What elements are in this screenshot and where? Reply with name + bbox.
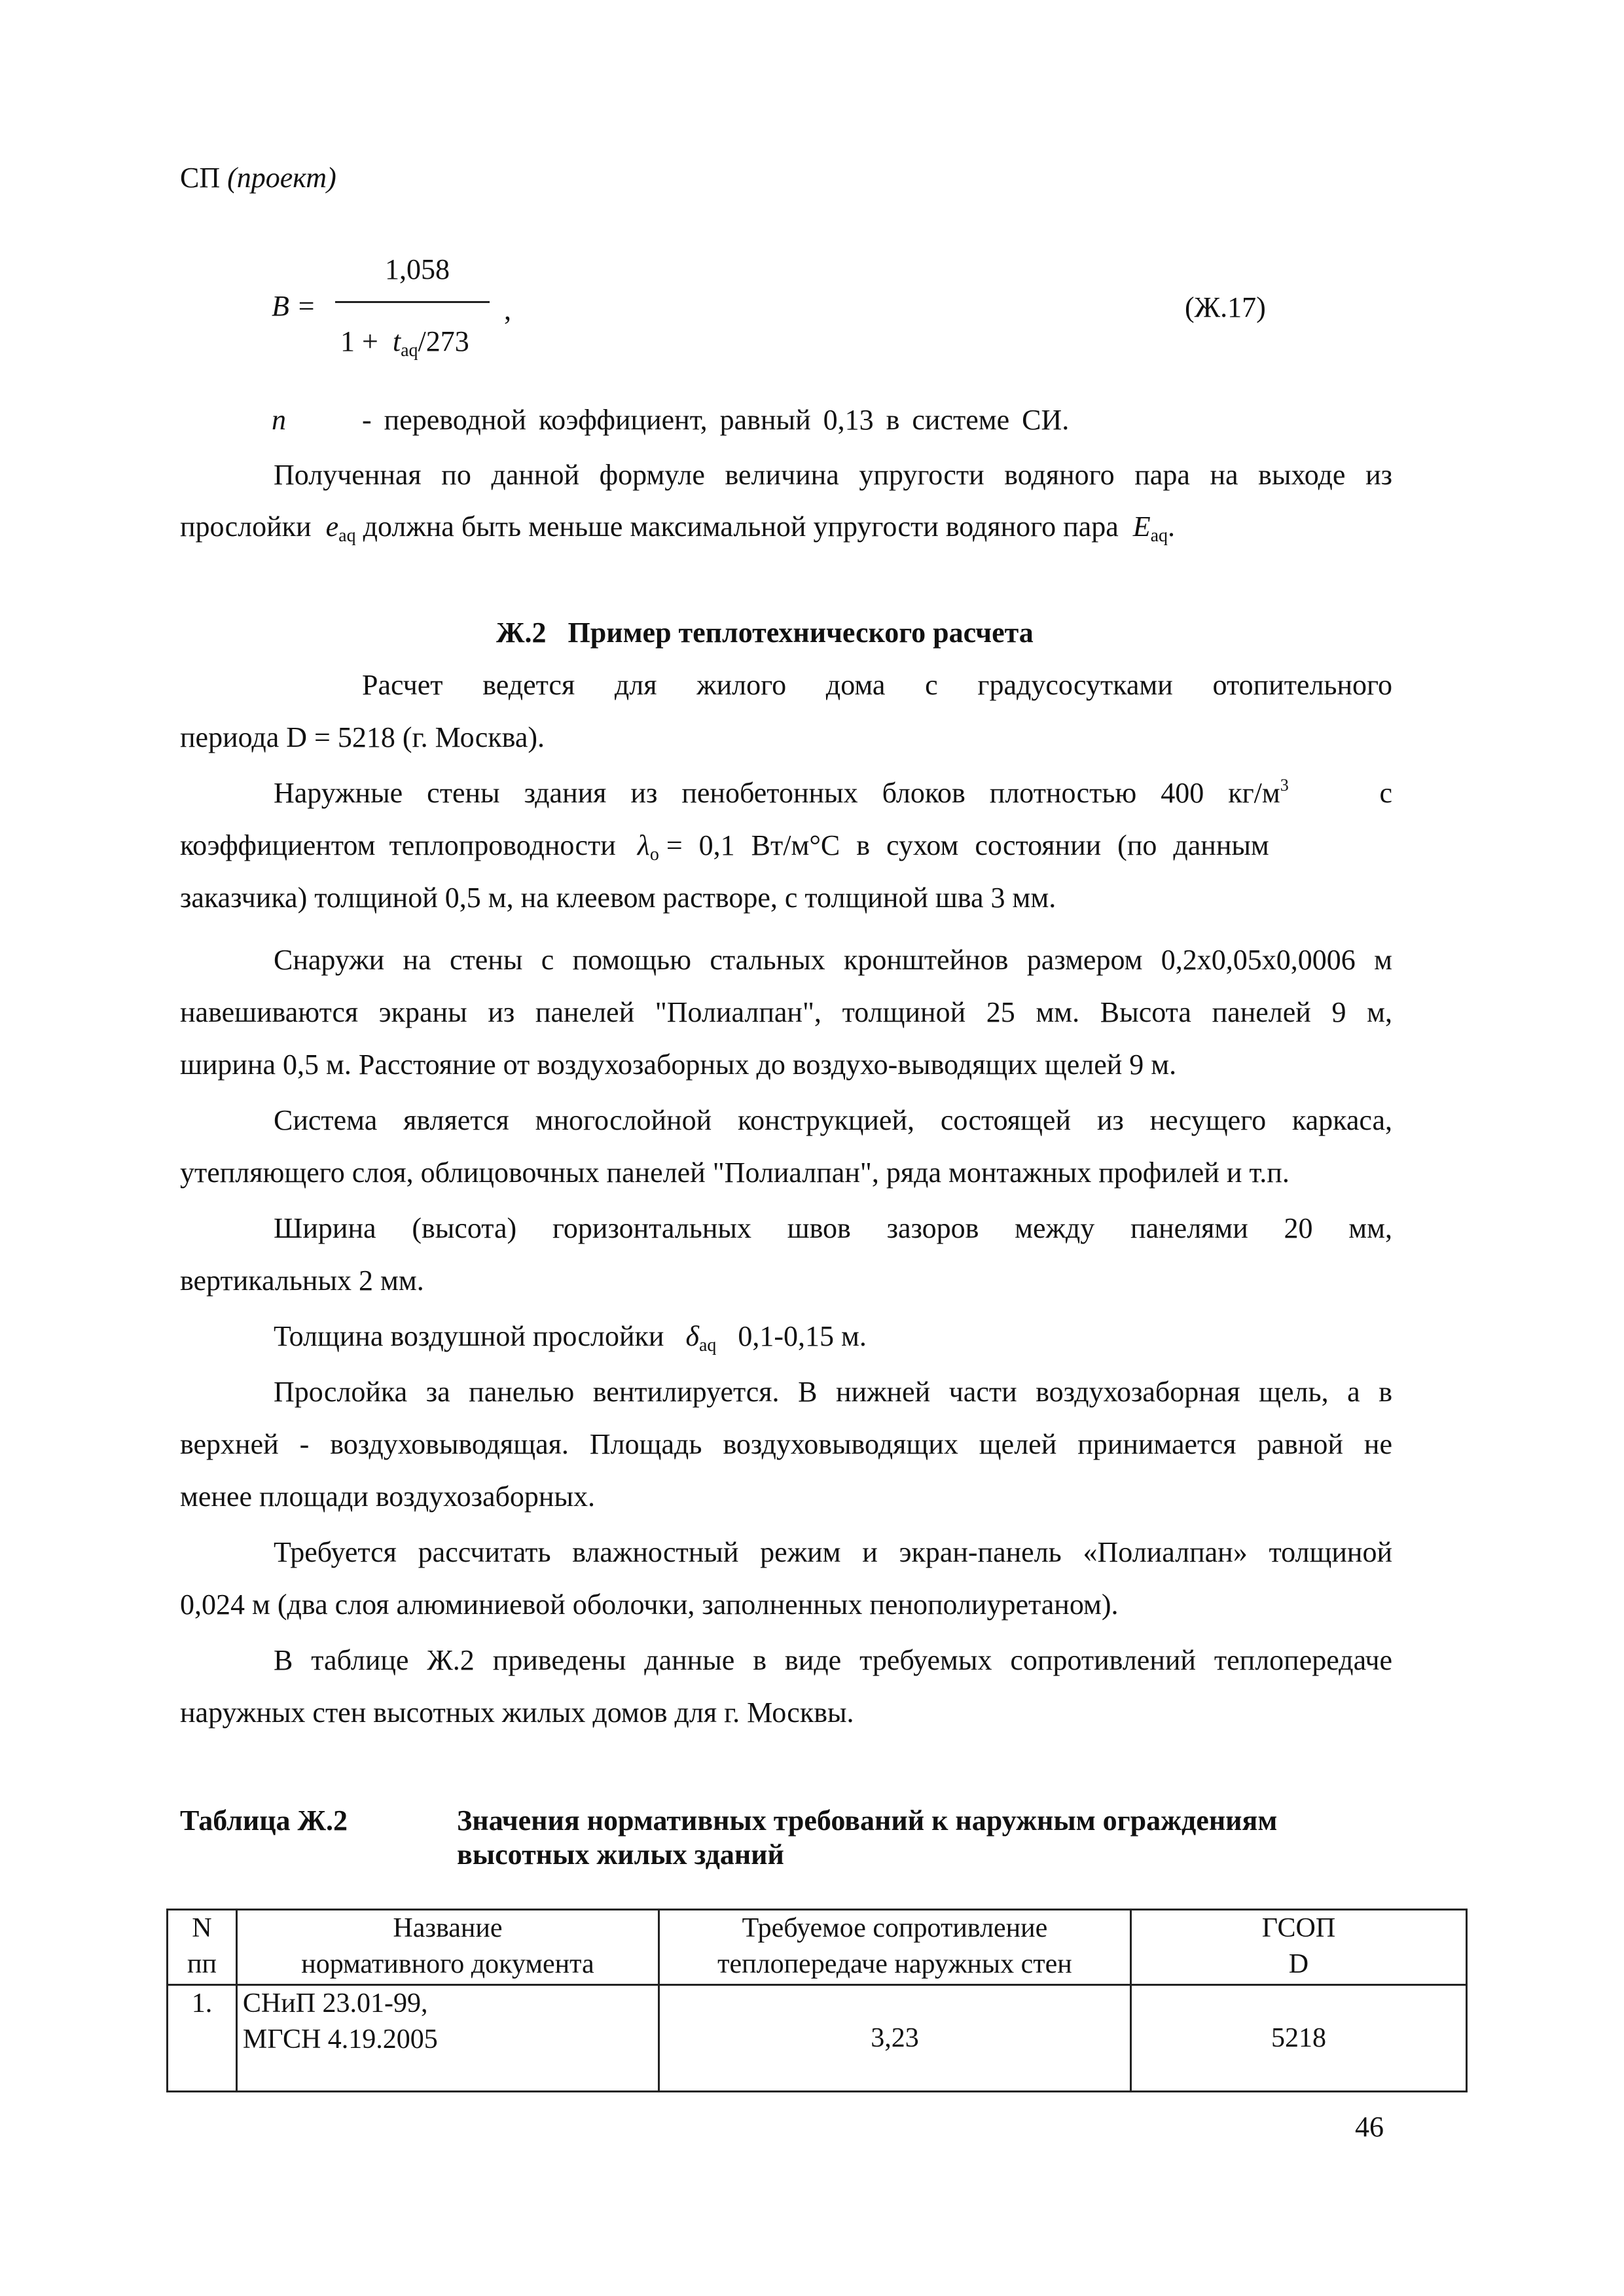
definition-text: - переводной коэффициент, равный 0,13 в системе СИ. [362,404,1070,436]
table-title-line1: Значения нормативных требований к наружным ограждениям [457,1804,1278,1837]
p3-line2: навешиваются экраны из панелей "Полиалпан", толщиной 25 мм. Высота панелей 9 м, [180,996,1392,1028]
header-cell-gsop: ГСОП D [1130,1910,1466,1985]
page-number: 46 [1355,2111,1384,2143]
fraction-bar [335,301,490,303]
header-cell-document: Название нормативного документа [236,1910,659,1985]
p4-line2: утепляющего слоя, облицовочных панелей "Полиалпан", ряда монтажных профилей и т.п. [180,1157,1290,1189]
p2-line1: Наружные стены здания из пенобетонных блоков плотностью 400 $кг/м^3$ с [274,776,1392,809]
table-label: Таблица Ж.2 [180,1804,348,1837]
formula-number: (Ж.17) [1185,291,1266,323]
p2-line2: коэффициентом теплопроводности $\lambda_o = 0,1$ Вт/м°С в сухом состоянии (по данным [180,829,1269,865]
para-result-line1: Полученная по данной формуле величина упругости водяного пара на выходе из [274,459,1392,491]
p7-line2: верхней - воздуховыводящая. Площадь воздуховыводящих щелей принимается равной не [180,1428,1392,1460]
p1-line2: периода D = 5218 (г. Москва). [180,721,545,753]
p8-line2: 0,024 м (два слоя алюминиевой оболочки, заполненных пенополиуретаном). [180,1588,1119,1621]
para-result-line2: прослойки $e_{aq}$ должна быть меньше максимальной упругости водяного пара $E_{aq}$. [180,511,1176,546]
p5-line2: вертикальных 2 мм. [180,1265,424,1297]
p5-line1: Ширина (высота) горизонтальных швов зазоров между панелями 20 мм, [274,1212,1392,1244]
cell-document: СНиП 23.01-99, МГСН 4.19.2005 [236,1985,659,2092]
p9-line1: В таблице Ж.2 приведены данные в виде требуемых сопротивлений теплопередаче [274,1644,1392,1676]
p6-line: Толщина воздушной прослойки $\delta_{aq}$ 0,1-0,15 м. [274,1320,867,1355]
p1-line1: Расчет ведется для жилого дома с градусосутками отопительного [362,669,1392,701]
formula-numerator: 1,058 [385,253,450,285]
formula-comma: , [504,294,511,326]
p2-line3: заказчика) толщиной 0,5 м, на клеевом растворе, с толщиной шва 3 мм. [180,882,1056,914]
definition-symbol: n [272,404,286,436]
cell-resistance: 3,23 [659,1985,1130,2092]
p3-line3: ширина 0,5 м. Расстояние от воздухозаборных до воздухо-выводящих щелей 9 м. [180,1049,1177,1081]
p7-line1: Прослойка за панелью вентилируется. В нижней части воздухозаборная щель, а в [274,1376,1392,1408]
table-title-line2: высотных жилых зданий [457,1839,784,1871]
header-cell-resistance: Требуемое сопротивление теплопередаче наружных стен [659,1910,1130,1985]
table-header-row [168,1910,1467,1985]
section-number: Ж.2 [496,617,547,649]
cell-gsop: 5218 [1130,1985,1466,2092]
norms-table [166,1909,1468,2092]
header-cell-number: N пп [168,1910,237,1985]
document-header [180,164,336,192]
p9-line2: наружных стен высотных жилых домов для г. Москвы. [180,1696,854,1729]
header-code: СП [180,162,221,194]
formula-denominator: $1 + t_{aq}/273$ [340,325,469,361]
p3-line1: Снаружи на стены с помощью стальных кронштейнов размером 0,2х0,05х0,0006 м [274,944,1392,976]
section-heading [496,619,1034,647]
cell-number: 1. [168,1985,237,2092]
header-status: (проект) [227,162,336,194]
p4-line1: Система является многослойной конструкцией, состоящей из несущего каркаса, [274,1104,1392,1136]
table-row [168,1985,1467,2092]
p8-line1: Требуется рассчитать влажностный режим и экран-панель «Полиалпан» толщиной [274,1536,1392,1568]
section-title: Пример теплотехнического расчета [568,617,1034,649]
p7-line3: менее площади воздухозаборных. [180,1480,596,1513]
formula-lhs: B = [272,290,316,322]
